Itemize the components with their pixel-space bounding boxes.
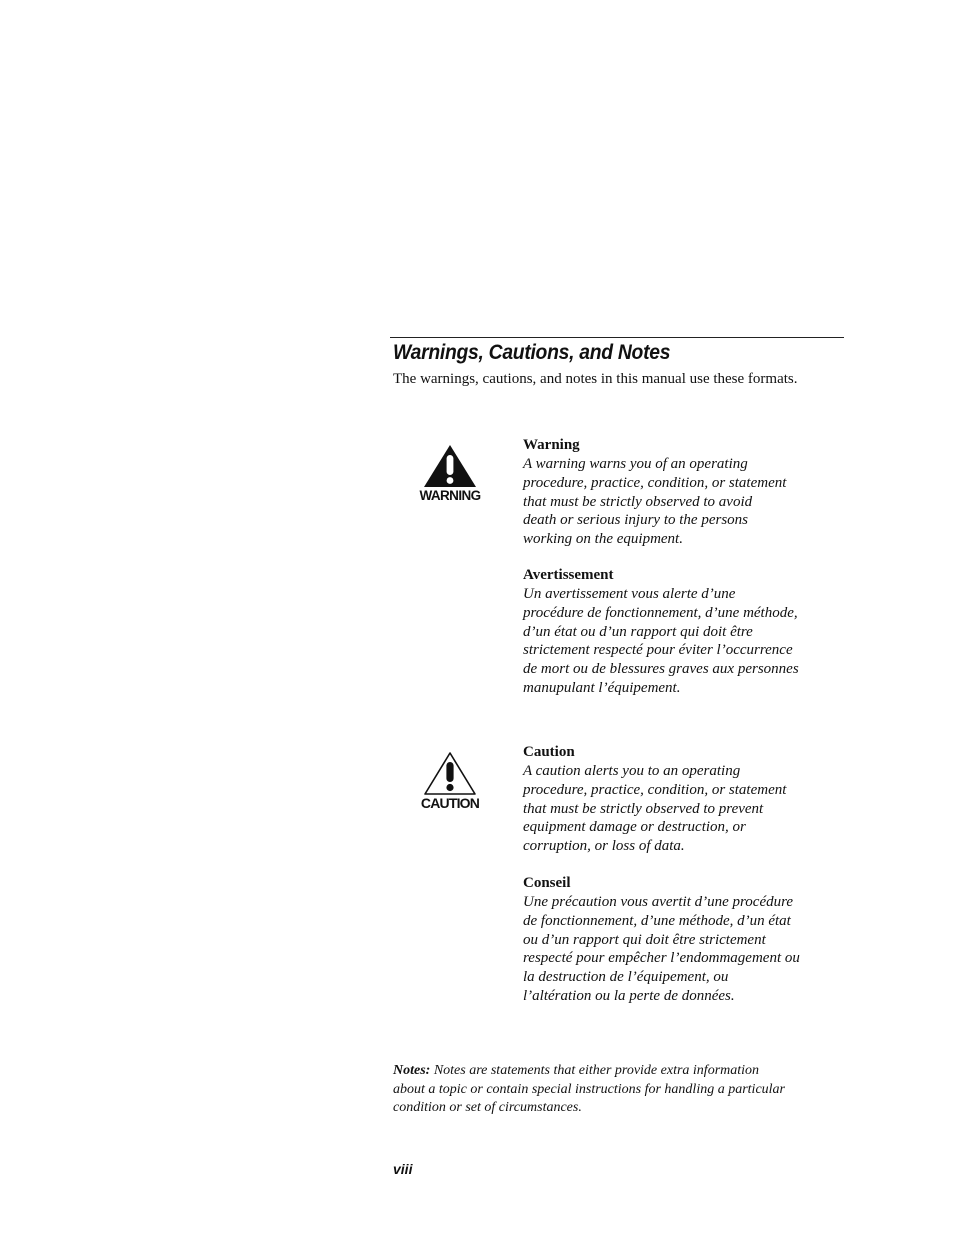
page-number: viii [393,1161,413,1177]
caution-triangle-icon [418,750,482,814]
notes-paragraph [393,1062,838,1118]
caution-fr-body: Une précaution vous avertit d’une procédure de fonctionnement, d’une méthode, d’un état ou d’un rapport qui doit être strictement respecté pour empêcher l’endommagement ou la destruction de l’équipement, ou l’altération ou la perte de données. [523,894,800,1004]
section-intro: The warnings, cautions, and notes in this manual use these formats. [393,371,798,387]
warning-triangle-icon [418,443,482,507]
section-title: Warnings, Cautions, and Notes [393,341,671,364]
notes-text: Notes are statements that either provide extra information about a topic or contain special instructions for handling a particular condition or set of circumstances. [393,1063,785,1115]
warning-fr-block [523,566,843,698]
warning-icon-label: WARNING [419,488,481,503]
section-rule [390,337,844,338]
warning-en-body: A warning warns you of an operating procedure, practice, condition, or statement that must be strictly observed to avoid death or serious injury to the persons working on the equipment. [523,456,787,548]
caution-en-title: Caution [523,744,575,760]
caution-en-block [523,743,843,856]
warning-en-block [523,436,843,549]
warning-fr-body: Un avertissement vous alerte d’une procédure de fonctionnement, d’une méthode, d’un état ou d’un rapport qui doit être strictement respecté pour éviter l’occurrence de mort ou de blessures graves aux personnes manupulant l’équipement. [523,586,799,696]
caution-fr-block [523,874,843,1006]
caution-en-body: A caution alerts you to an operating procedure, practice, condition, or statement that must be strictly observed to prevent equipment damage or destruction, or corruption, or loss of data. [523,763,787,855]
warning-en-title: Warning [523,437,580,453]
caution-fr-title: Conseil [523,875,571,891]
warning-fr-title: Avertissement [523,567,614,583]
notes-label: Notes: [393,1063,431,1078]
caution-icon-label: CAUTION [420,795,480,811]
